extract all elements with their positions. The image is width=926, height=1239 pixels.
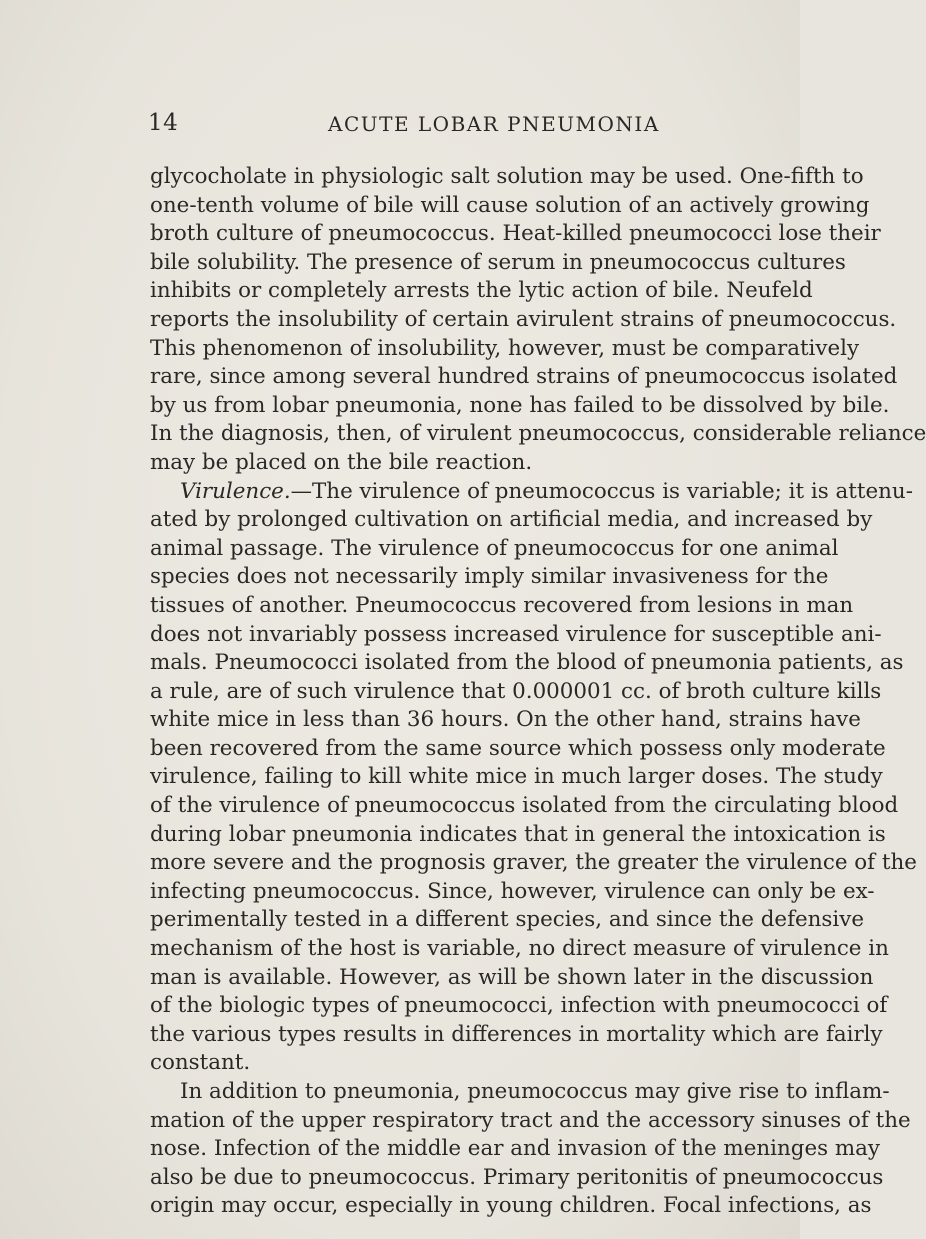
text-line: of the biologic types of pneumococci, infection with pneumococci of [150, 993, 888, 1019]
text-line: reports the insolubility of certain avirulent strains of pneumococcus. [150, 306, 897, 332]
page-number: 14 [148, 110, 179, 136]
text-line: mals. Pneumococci isolated from the blood of pneumonia patients, as [150, 650, 904, 676]
running-head: ACUTE LOBAR PNEUMONIA [328, 112, 660, 136]
text-line: by us from lobar pneumonia, none has failed to be dissolved by bile. [150, 392, 890, 418]
text-line: species does not necessarily imply similar invasiveness for the [150, 564, 829, 590]
text-line: This phenomenon of insolubility, however, must be comparatively [150, 335, 860, 361]
text-line: during lobar pneumonia indicates that in general the intoxication is [150, 821, 886, 847]
text-line: inhibits or completely arrests the lytic action of bile. Neufeld [150, 278, 813, 304]
page-header [148, 110, 748, 150]
text-line: been recovered from the same source which possess only moderate [150, 735, 886, 761]
text-line: may be placed on the bile reaction. [150, 449, 533, 475]
text-line: one-tenth volume of bile will cause solution of an actively growing [150, 192, 870, 218]
text-line: infecting pneumococcus. Since, however, virulence can only be ex- [150, 878, 875, 904]
text-line: broth culture of pneumococcus. Heat-killed pneumococci lose their [150, 221, 881, 247]
text-line: man is available. However, as will be shown later in the discussion [150, 964, 874, 990]
text-line: ated by prolonged cultivation on artificial media, and increased by [150, 507, 873, 533]
text-line: bile solubility. The presence of serum in pneumococcus cultures [150, 249, 846, 275]
text-line: does not invariably possess increased virulence for susceptible ani- [150, 621, 882, 647]
body-text [150, 163, 926, 1221]
text-line: mation of the upper respiratory tract and the accessory sinuses of the [150, 1107, 911, 1133]
paragraph [150, 163, 926, 478]
text-line: mechanism of the host is variable, no direct measure of virulence in [150, 936, 889, 962]
paragraph-virulence [150, 478, 917, 1078]
text-line: a rule, are of such virulence that 0.000001 cc. of broth culture kills [150, 678, 882, 704]
text-line-content: —The virulence of pneumococcus is variable; it is attenu- [290, 478, 913, 504]
text-line: also be due to pneumococcus. Primary peritonitis of pneumococcus [150, 1164, 884, 1190]
section-heading-virulence: Virulence. [180, 478, 291, 504]
text-line: nose. Infection of the middle ear and invasion of the meninges may [150, 1136, 880, 1162]
text-line: glycocholate in physiologic salt solution may be used. One-fifth to [150, 164, 864, 189]
paragraph [150, 1078, 911, 1221]
text-line: rare, since among several hundred strains of pneumococcus isolated [150, 364, 898, 390]
text-line: more severe and the prognosis graver, the greater the virulence of the [150, 850, 917, 876]
text-line: In addition to pneumonia, pneumococcus may give rise to inflam- [180, 1079, 890, 1104]
text-line: of the virulence of pneumococcus isolated from the circulating blood [150, 793, 899, 819]
text-line: tissues of another. Pneumococcus recovered from lesions in man [150, 592, 854, 618]
text-line: animal passage. The virulence of pneumococcus for one animal [150, 535, 839, 561]
text-line: virulence, failing to kill white mice in much larger doses. The study [150, 764, 883, 790]
text-line: origin may occur, especially in young children. Focal infections, as [150, 1193, 872, 1219]
text-line: white mice in less than 36 hours. On the other hand, strains have [150, 707, 861, 733]
text-line [150, 478, 913, 507]
text-line: constant. [150, 1050, 251, 1076]
text-line: perimentally tested in a different species, and since the defensive [150, 907, 864, 933]
text-line: In the diagnosis, then, of virulent pneumococcus, considerable reliance [150, 421, 926, 447]
text-line: the various types results in differences in mortality which are fairly [150, 1021, 883, 1047]
